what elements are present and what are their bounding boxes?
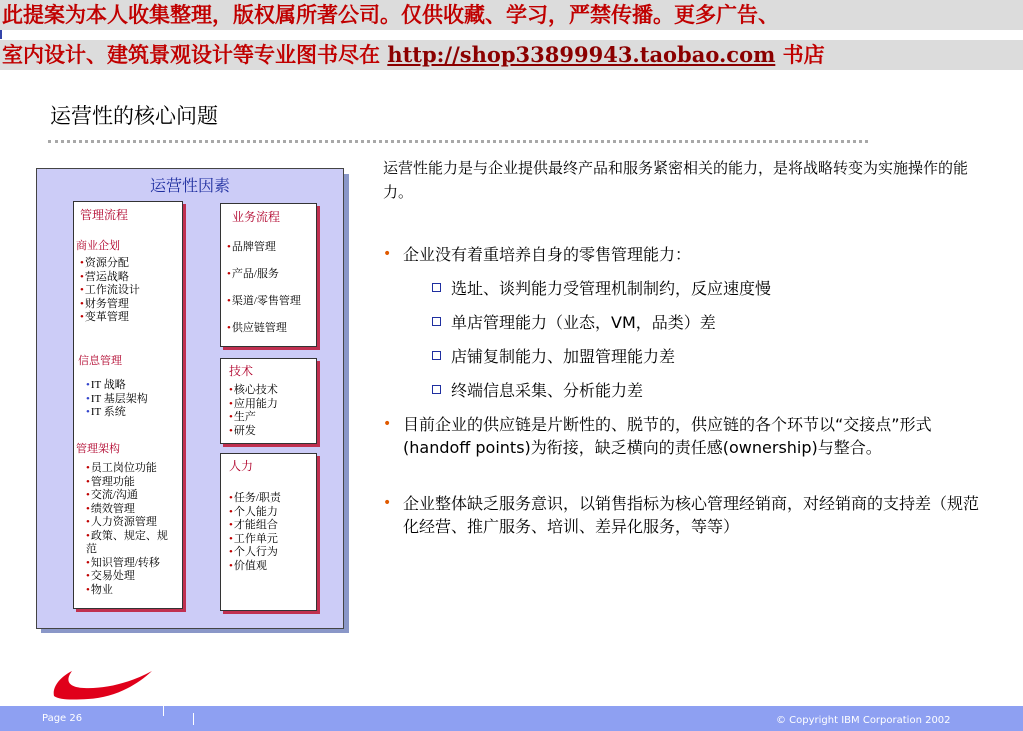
technology-header: 技术 [229,364,254,378]
human-resources-header: 人力 [229,459,254,473]
hollow-square-icon [432,351,441,360]
list-item: • 管理功能 [86,476,176,490]
li-ning-swoosh-logo [50,665,155,701]
list-item: • 个人能力 [229,506,281,520]
hollow-square-icon [432,317,441,326]
intro-paragraph: 运营性能力是与企业提供最终产品和服务紧密相关的能力，是将战略转变为实施操作的能力。 [383,159,969,201]
technology-box [220,358,317,444]
sub-bullet-4 [432,379,643,402]
list-item: • 个人行为 [229,546,281,560]
list-item: • 知识管理/转移 [86,557,176,571]
list-item: • 财务管理 [80,298,140,312]
sub-bullet-text: 选址、谈判能力受管理机制制约，反应速度慢 [451,279,772,298]
list-item: • IT 战略 [86,379,148,393]
banner-line-2-suffix: 书店 [775,42,825,67]
orange-dot-icon: • [383,495,392,511]
group-label-business-planning: 商业企划 [76,240,120,252]
banner-line-2-prefix: 室内设计、建筑景观设计等专业图书尽在 [2,42,388,67]
list-item: • 供应链管理 [227,315,301,342]
group-label-management-structure: 管理架构 [76,443,120,455]
list-item: • 营运战略 [80,271,140,285]
list-item: • 资源分配 [80,257,140,271]
copyright-text: © Copyright IBM Corporation 2002 [776,715,951,726]
list-item: • 价值观 [229,560,281,574]
list-item: • 产品/服务 [227,261,301,288]
list-item: • 员工岗位功能 [86,462,176,476]
sub-bullet-2 [432,311,716,334]
sub-bullet-text: 店铺复制能力、加盟管理能力差 [451,347,676,366]
orange-dot-icon: • [383,416,392,432]
info-management-list [86,379,148,420]
sub-bullet-text: 终端信息采集、分析能力差 [451,381,644,400]
list-item: • 工作流设计 [80,284,140,298]
page-title: 运营性的核心问题 [50,104,218,128]
banner-line-2 [0,40,1023,70]
list-item: • 生产 [229,411,278,425]
technology-list [229,384,278,438]
sub-bullet-1 [432,277,771,300]
list-item: • IT 系统 [86,406,148,420]
banner-url-link[interactable]: http://shop33899943.taobao.com [387,42,776,67]
list-item: • 渠道/零售管理 [227,288,301,315]
orange-dot-icon: • [383,246,392,262]
business-planning-list [80,257,140,325]
sub-bullet-text: 单店管理能力（业态，VM，品类）差 [451,313,716,332]
business-process-header: 业务流程 [232,210,281,224]
list-item: • 研发 [229,425,278,439]
management-process-box [73,201,183,609]
footer-separator [193,713,194,725]
management-structure-list [86,462,176,597]
list-item: • 交易处理 [86,570,176,584]
bullet-text: 企业没有着重培养自身的零售管理能力： [403,245,692,264]
list-item: • 核心技术 [229,384,278,398]
sub-bullet-3 [432,345,675,368]
second-banner [0,40,1023,70]
dotted-divider [48,140,868,143]
hollow-square-icon [432,385,441,394]
list-item: • 应用能力 [229,398,278,412]
human-resources-list [229,492,281,573]
business-process-list [227,234,301,342]
top-banner [0,0,1023,30]
management-process-header: 管理流程 [80,208,129,222]
page-number: Page 26 [42,713,83,724]
human-resources-box [220,453,317,611]
footer-separator [163,704,164,716]
list-item: • 品牌管理 [227,234,301,261]
list-item: • 变革管理 [80,311,140,325]
list-item: • 绩效管理 [86,503,176,517]
banner-line-1: 此提案为本人收集整理，版权属所著公司。仅供收藏、学习，严禁传播。更多广告、 [2,2,779,27]
list-item: • 物业 [86,584,176,598]
hollow-square-icon [432,283,441,292]
list-item: • 才能组合 [229,519,281,533]
footer-bar [0,706,1023,731]
bullet-text: 企业整体缺乏服务意识，以销售指标为核心管理经销商，对经销商的支持差（规范化经营、推广服务、培训、差异化服务，等等） [403,494,980,536]
list-item: • IT 基层架构 [86,393,148,407]
business-process-box [220,203,317,347]
banner-divider [0,30,2,39]
list-item: • 交流/沟通 [86,489,176,503]
list-item: • 工作单元 [229,533,281,547]
group-label-info-management: 信息管理 [78,355,122,367]
list-item: • 任务/职责 [229,492,281,506]
bullet-text: 目前企业的供应链是片断性的、脱节的，供应链的各个环节以“交接点”形式(handoff points)为衔接，缺乏横向的责任感(ownership)与整合。 [403,415,932,457]
list-item: • 政策、规定、规范 [86,530,176,557]
list-item: • 人力资源管理 [86,516,176,530]
panel-title: 运营性因素 [149,176,230,195]
